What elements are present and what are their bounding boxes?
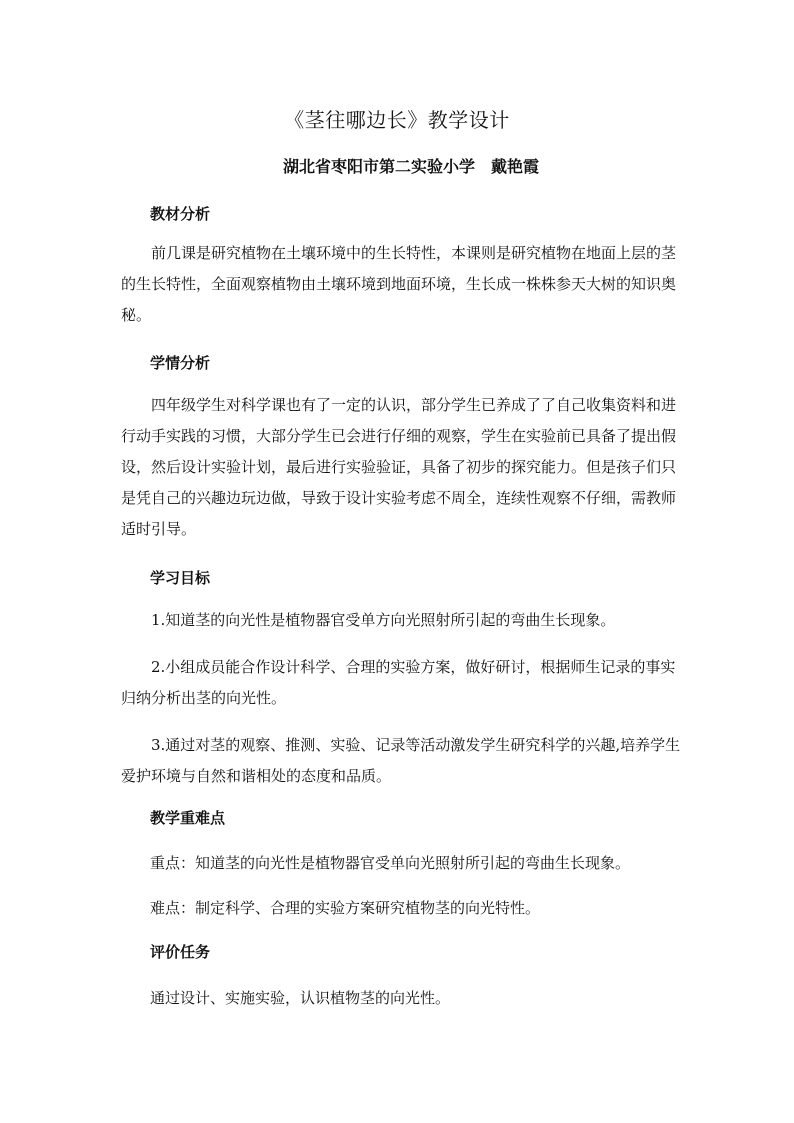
- key-point-focus: 重点：知道茎的向光性是植物器官受单向光照射所引起的弯曲生长现象。: [150, 854, 631, 872]
- paragraph-textbook-analysis: 前几课是研究植物在土壤环境中的生长特性，本课则是研究植物在地面上层的茎的生长特性，全面观察植物由土壤环境到地面环境，生长成一株株参天大树的知识奥秘。: [121, 244, 677, 324]
- key-point-difficulty: 难点：制定科学、合理的实验方案研究植物茎的向光特性。: [150, 899, 541, 917]
- goal-item-3: 3.通过对茎的观察、推测、实验、记录等活动激发学生研究科学的兴趣,培养学生爱护环境与自然和谐相处的态度和品质。: [121, 736, 681, 785]
- heading-textbook-analysis: 教材分析: [150, 205, 211, 223]
- paragraph-student-analysis: 四年级学生对科学课也有了一定的认识，部分学生已养成了了自己收集资料和进行动手实践的习惯，大部分学生已会进行仔细的观察，学生在实验前已具备了提出假设，然后设计实验计划，最后进行实验验证，具备了初步的探究能力。但是孩子们只是凭自己的兴趣边玩边做，导致于设计实验考虑不周全，连续性观察不仔细，需教师适时引导。: [121, 396, 677, 538]
- goal-item-2: 2.小组成员能合作设计科学、合理的实验方案，做好研讨，根据师生记录的事实归纳分析出茎的向光性。: [121, 658, 676, 707]
- heading-key-points: 教学重难点: [150, 809, 226, 827]
- heading-student-analysis: 学情分析: [150, 354, 211, 372]
- evaluation-task-text: 通过设计、实施实验，认识植物茎的向光性。: [150, 989, 451, 1007]
- goal-item-1: 1.知道茎的向光性是植物器官受单方向光照射所引起的弯曲生长现象。: [151, 611, 616, 629]
- document-author: 湖北省枣阳市第二实验小学 戴艳霞: [282, 157, 539, 176]
- heading-evaluation-task: 评价任务: [150, 943, 211, 961]
- heading-learning-goals: 学习目标: [150, 569, 211, 587]
- document-title: 《茎往哪边长》教学设计: [284, 108, 510, 132]
